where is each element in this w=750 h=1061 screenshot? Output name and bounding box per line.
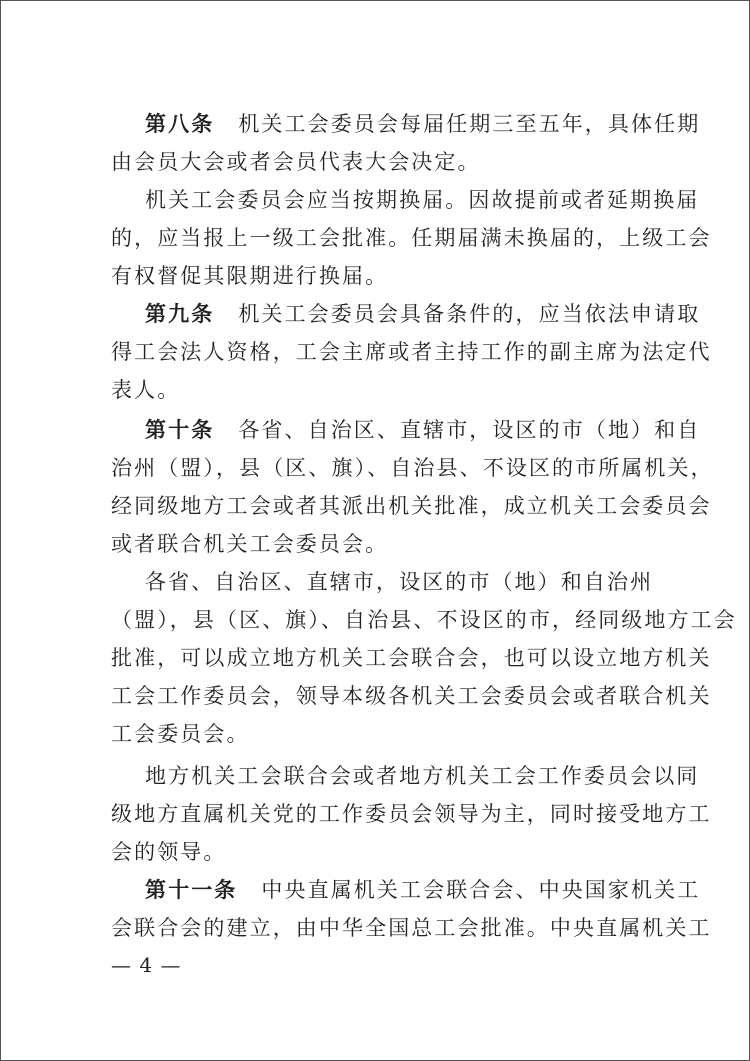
text-line: 工会委员会。 bbox=[111, 722, 250, 746]
text-line: 中央直属机关工会联合会、中央国家机关工 bbox=[261, 878, 701, 902]
text-line: 的，应当报上一级工会批准。任期届满未换届的，上级工会 bbox=[111, 226, 712, 250]
article-heading: 第九条 bbox=[145, 302, 215, 326]
text-line: 由会员大会或者会员代表大会决定。 bbox=[111, 150, 481, 174]
text-line: 经同级地方工会或者其派出机关批准，成立机关工会委员会 bbox=[111, 494, 712, 518]
text-line: 机关工会委员会每届任期三至五年，具体任期 bbox=[238, 112, 701, 136]
text-line: 有权督促其限期进行换届。 bbox=[111, 264, 389, 288]
text-line: 各省、自治区、直辖市，设区的市（地）和自 bbox=[238, 418, 701, 442]
text-line: 地方机关工会联合会或者地方机关工会工作委员会以同 bbox=[145, 764, 700, 788]
text-line: 机关工会委员会应当按期换届。因故提前或者延期换届 bbox=[145, 188, 700, 212]
text-line: 级地方直属机关党的工作委员会领导为主，同时接受地方工 bbox=[111, 802, 712, 826]
article-heading: 第八条 bbox=[145, 112, 215, 136]
text-line: 会联合会的建立，由中华全国总工会批准。中央直属机关工 bbox=[111, 916, 712, 940]
paragraph-renewal bbox=[111, 181, 712, 295]
text-line: 批准，可以成立地方机关工会联合会，也可以设立地方机关 bbox=[111, 646, 712, 670]
article-heading: 第十一条 bbox=[145, 878, 238, 902]
text-line: 会的领导。 bbox=[111, 840, 227, 864]
paragraph-leadership bbox=[111, 757, 712, 871]
text-line: 表人。 bbox=[111, 378, 181, 402]
article-9 bbox=[111, 295, 712, 409]
article-heading: 第十条 bbox=[145, 418, 215, 442]
text-line: 治州（盟），县（区、旗）、自治县、不设区的市所属机关， bbox=[111, 456, 714, 480]
paragraph-local-federation bbox=[111, 563, 737, 753]
text-line: 或者联合机关工会委员会。 bbox=[111, 532, 389, 556]
article-11 bbox=[111, 871, 712, 947]
text-line: （盟），县（区、旗）、自治县、不设区的市，经同级地方工会 bbox=[111, 608, 737, 632]
page-number: — 4 — bbox=[111, 953, 182, 977]
article-8 bbox=[111, 105, 701, 181]
text-line: 机关工会委员会具备条件的，应当依法申请取 bbox=[238, 302, 701, 326]
text-line: 工会工作委员会，领导本级各机关工会委员会或者联合机关 bbox=[111, 684, 712, 708]
text-line: 得工会法人资格，工会主席或者主持工作的副主席为法定代 bbox=[111, 340, 712, 364]
article-10 bbox=[111, 411, 714, 563]
text-line: 各省、自治区、直辖市，设区的市（地）和自治州 bbox=[145, 570, 654, 594]
